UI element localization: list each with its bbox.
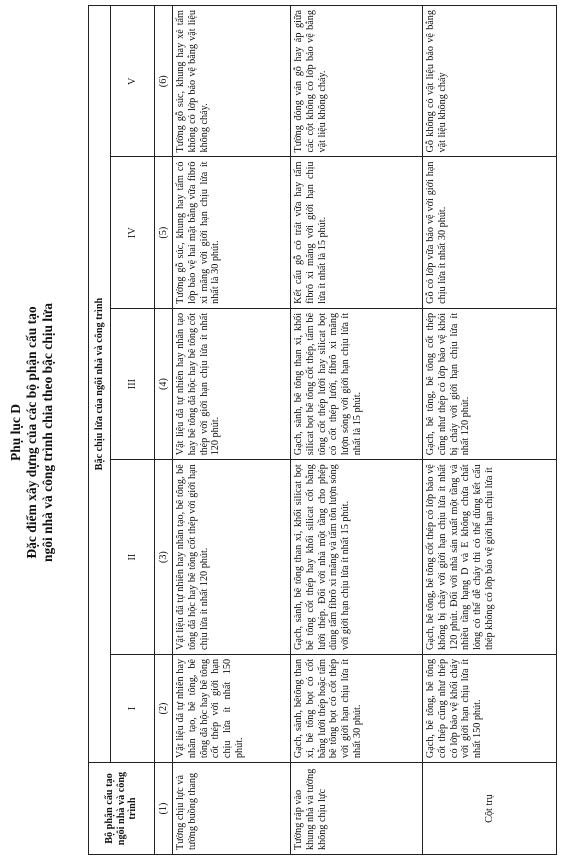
table-cell: Tường đóng ván gỗ hay áp giữa các cột không có lớp bảo vệ bằng vật liệu không cháy.: [291, 6, 423, 158]
title-line-2: ngôi nhà và công trình chia theo bậc chịu lửa: [40, 303, 55, 563]
row-label: Cột trụ: [423, 763, 557, 855]
level-header: III: [111, 308, 155, 459]
header-part: Bộ phận cấu tạo ngôi nhà và công trình: [89, 763, 155, 855]
level-header: V: [111, 6, 155, 158]
table-cell: Gạch, sành, bê tông than xỉ, khối silicat bọt bê tông cốt thép, tấm bê tông cốt thép lưới hay silicat bọt có cốt thép lưới, fibrô xi măng lượn sóng với giới hạn chịu lửa ít nhất là 15 phút.: [291, 308, 423, 459]
table-row: [291, 6, 423, 855]
title-line-1: Đặc điểm xây dựng của các bộ phận cấu tạo: [24, 306, 39, 559]
column-number: (1): [155, 763, 173, 855]
table-cell: Tường gỗ súc, khung hay tấm có lớp bảo vệ hai mặt bằng vữa fibrô xi măng với giới hạn chịu lửa ít nhất là 30 phút.: [173, 157, 291, 308]
column-number: (4): [155, 308, 173, 459]
table-cell: Vật liệu đá tự nhiên hay nhân tạo, bê tông, bê tông đá hộc hay bê tông cốt thép với giới hạn chịu lửa ít nhất 120 phút.: [173, 460, 291, 655]
level-header: II: [111, 460, 155, 655]
column-number: (2): [155, 654, 173, 762]
table-cell: Gạch, bê tông, bê tông cốt thép cũng như thép có lớp bảo vệ khối cháy với giới hạn chịu lửa ít nhất 150 phút.: [423, 654, 557, 762]
appendix-title: Phụ lục D: [8, 404, 23, 462]
row-label: Tường ráp vào khung nhà và tường không chịu lực: [291, 763, 423, 855]
table-cell: Gạch, sành, bê tông than xỉ, khối silicat bọt bê tông cốt thép hay khối silicat cốt bằng lưới thép. Đối với nhà một tầng cho phép dùng tấm fibrô xi măng và tấm tôn lượn sóng với giới hạn chịu lửa ít nhất 15 phút.: [291, 460, 423, 655]
table-cell: Vật liệu đá tự nhiên hay nhân tạo, bê tông, bê tông đá hộc hay bê tông cốt thép với giới hạn chịu lửa ít nhất 150 phút.: [173, 654, 291, 762]
table-cell: Gỗ không có vật liệu bảo vệ bằng vật liệu không cháy: [423, 6, 557, 158]
fire-resistance-table: [88, 5, 557, 855]
table-cell: Kết cấu gỗ có trát vữa hay tấm fibrô xi măng với giới hạn chịu lửa ít nhất là 15 phút.: [291, 157, 423, 308]
table-cell: Gạch, sành, bêtông than xỉ, bê tông bọt có cốt bằng lưới thép hoặc tấm bê tông bọt có cốt thép với giới hạn chịu lửa ít nhất 30 phút.: [291, 654, 423, 762]
table-cell: Gạch, bê tông, bê tông cốt thép cũng như thép có lớp bảo vệ khỏi bị cháy với giới hạn chịu lửa ít nhất 120 phút.: [423, 308, 557, 459]
level-header: I: [111, 654, 155, 762]
table-cell: Gạch, bê tông, bê tông cốt thép có lớp bảo vệ không bị cháy với giới hạn chịu lửa ít nhất 120 phút. Đối với nhà sản xuất một tầng và nhiều tầng hạng D và E không chứa chất lỏng có thể dễ cháy thì có thể dùng kết cấu thép không có lớp bảo vệ giới hạn chịu lửa ít: [423, 460, 557, 655]
row-label: Tường chịu lực và tường buồng thang: [173, 763, 291, 855]
column-number: (6): [155, 6, 173, 158]
level-header: IV: [111, 157, 155, 308]
table-row: [173, 6, 291, 855]
header-group: Bậc chịu lửa của ngôi nhà và công trình: [89, 6, 111, 763]
table-cell: Vật liệu đá tự nhiên hay nhân tạo hay bê tông đá hộc hay bê tông cốt thép với giới hạn chịu lửa ít nhất 120 phút.: [173, 308, 291, 459]
title-block: [8, 0, 56, 865]
column-number: (3): [155, 460, 173, 655]
table-cell: Gỗ có lớp vữa bảo vệ với giới hạn chịu lửa ít nhất 30 phút.: [423, 157, 557, 308]
column-number: (5): [155, 157, 173, 308]
table-cell: Tường gỗ súc, khung hay xẻ tấm không có lớp bảo vệ bằng vật liệu không cháy.: [173, 6, 291, 158]
table-row: [423, 6, 557, 855]
